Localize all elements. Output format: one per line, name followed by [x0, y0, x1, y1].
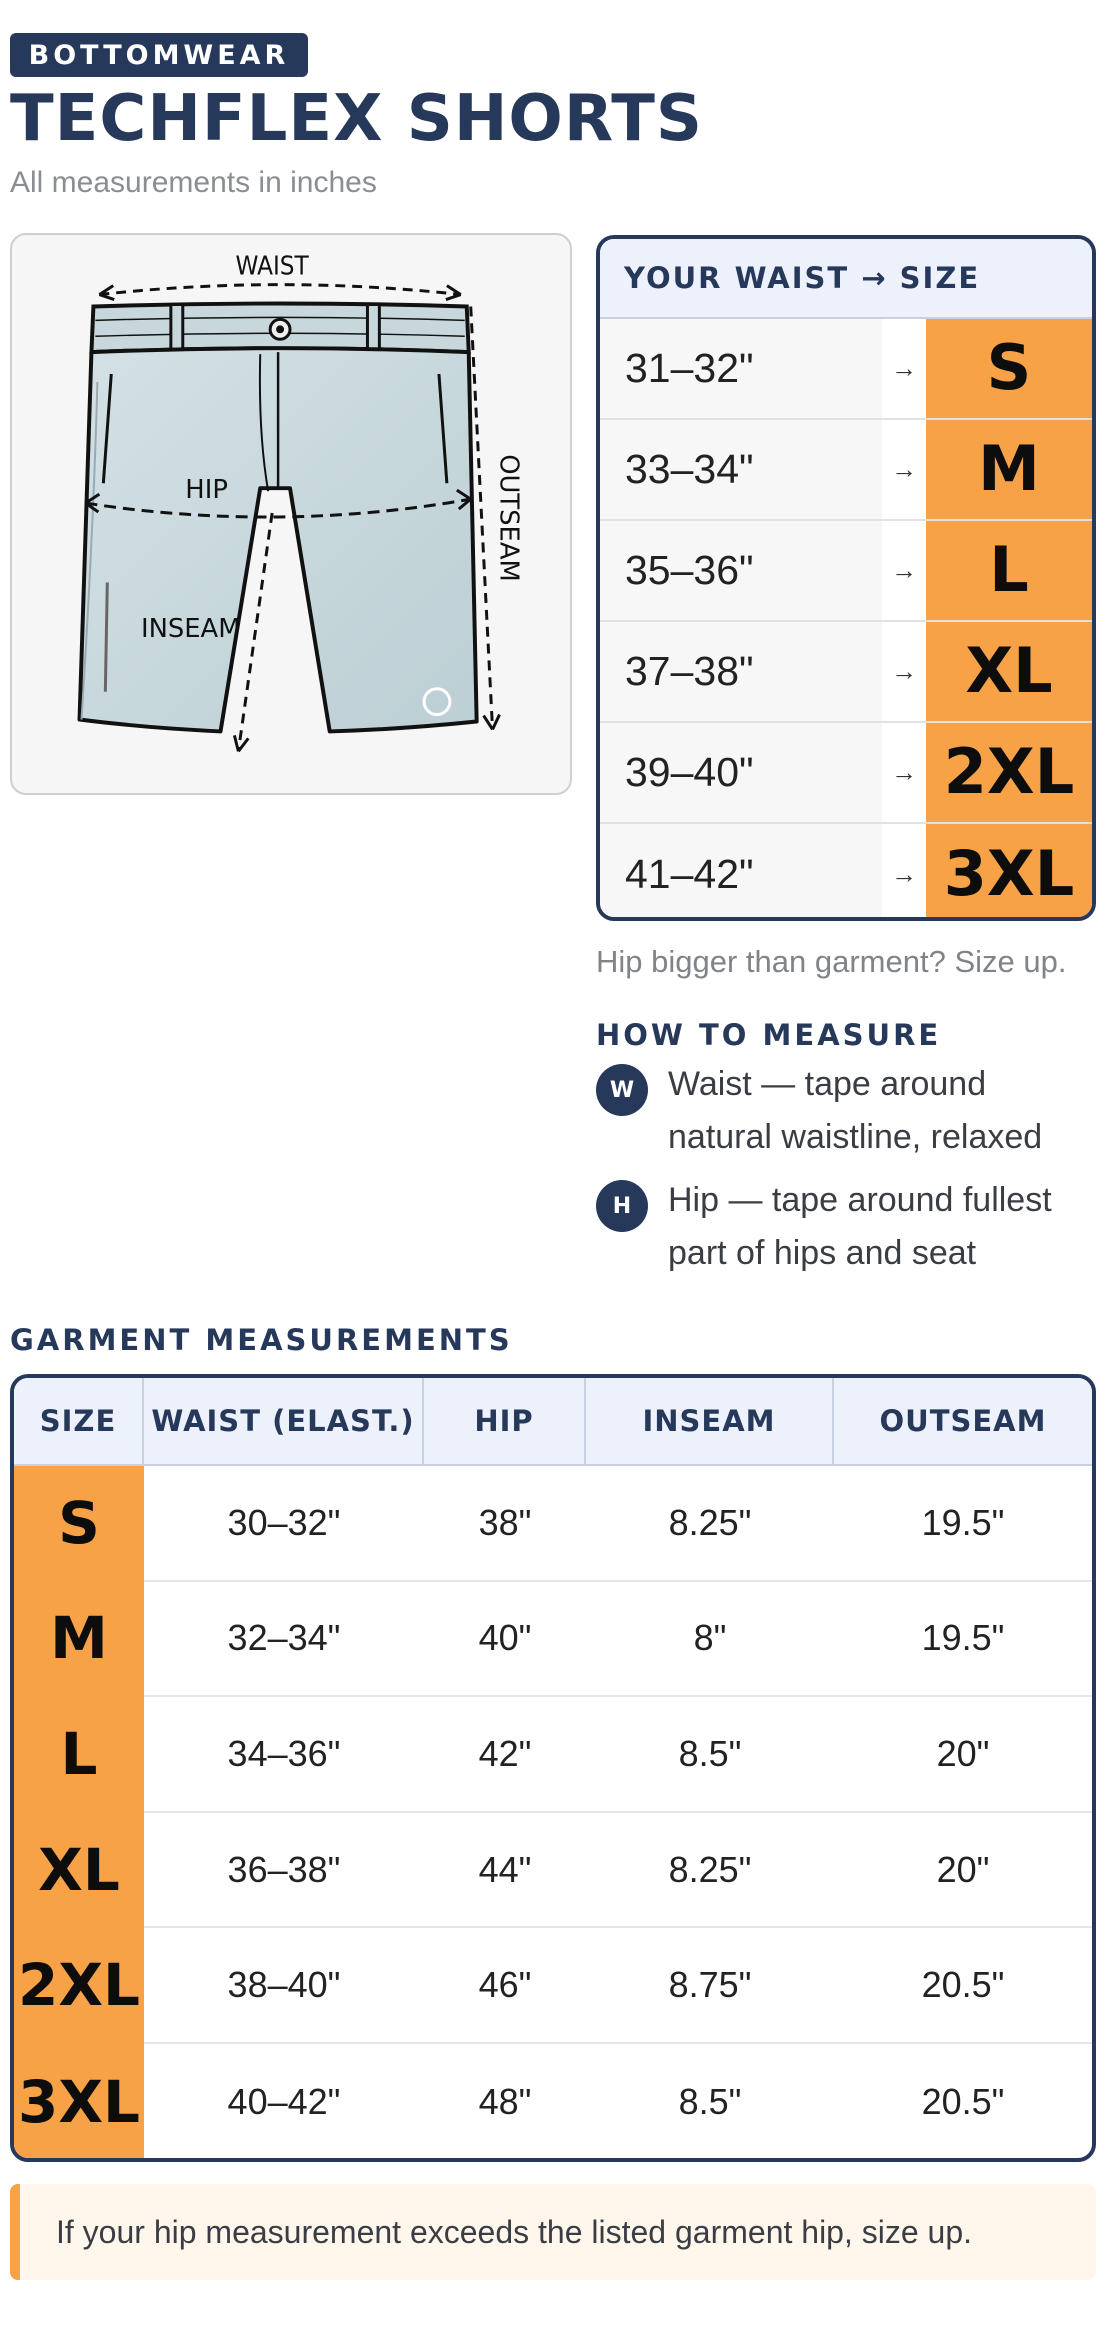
waist-range: 37–38"	[600, 622, 882, 721]
shorts-diagram	[10, 233, 572, 795]
page-title: TECHFLEX SHORTS	[10, 82, 703, 156]
inseam-cell: 8.75"	[668, 1964, 752, 2006]
inseam-cell: 8.25"	[668, 1501, 752, 1543]
waist-range: 41–42"	[600, 824, 882, 921]
arrow-icon: →	[891, 859, 917, 889]
waist-range: 31–32"	[600, 319, 882, 418]
waist-cell: 30–32"	[227, 1501, 341, 1543]
measure-step-waist	[596, 1058, 1096, 1164]
size-cell: XL	[14, 1813, 144, 1929]
outseam-cell: 20"	[936, 1732, 990, 1774]
lookup-row	[600, 521, 1092, 622]
column-header: OUTSEAM	[879, 1404, 1047, 1438]
hip-cell: 46"	[478, 1964, 532, 2006]
size-cell: S	[14, 1466, 144, 1582]
table-row	[14, 1582, 1092, 1698]
lookup-title: YOUR WAIST → SIZE	[600, 239, 1092, 319]
hip-label: HIP	[185, 475, 228, 506]
waist-cell: 32–34"	[227, 1617, 341, 1659]
garment-measurements-table	[10, 1374, 1096, 2162]
table-row	[14, 1928, 1092, 2044]
hip-cell: 48"	[478, 2080, 532, 2122]
inseam-cell: 8.5"	[678, 2080, 742, 2122]
outseam-cell: 19.5"	[921, 1617, 1005, 1659]
column-header: SIZE	[14, 1378, 144, 1464]
waist-range: 39–40"	[600, 723, 882, 822]
lookup-row	[600, 622, 1092, 723]
size-up-hint: Hip bigger than garment? Size up.	[596, 944, 1067, 979]
units-subtitle: All measurements in inches	[10, 166, 377, 199]
waist-cell: 36–38"	[227, 1848, 341, 1890]
size-value: 3XL	[926, 824, 1092, 921]
arrow-icon: →	[891, 353, 917, 383]
measure-step-hip	[596, 1174, 1096, 1280]
lookup-row	[600, 723, 1092, 824]
size-cell: 3XL	[14, 2044, 144, 2162]
hip-cell: 42"	[478, 1732, 532, 1774]
waist-range: 35–36"	[600, 521, 882, 620]
outseam-label: OUTSEAM	[493, 454, 524, 582]
lookup-row	[600, 420, 1092, 521]
shorts-illustration-icon	[12, 235, 570, 793]
lookup-row	[600, 824, 1092, 921]
waist-label: WAIST	[235, 251, 309, 282]
inseam-cell: 8.25"	[668, 1848, 752, 1890]
waist-cell: 34–36"	[227, 1732, 341, 1774]
outseam-cell: 20.5"	[921, 1964, 1005, 2006]
hip-cell: 44"	[478, 1848, 532, 1890]
size-up-note: If your hip measurement exceeds the listed garment hip, size up.	[10, 2184, 1096, 2280]
lookup-row	[600, 319, 1092, 420]
size-cell: 2XL	[14, 1928, 144, 2044]
inseam-cell: 8.5"	[678, 1732, 742, 1774]
size-value: 2XL	[926, 723, 1092, 822]
column-header: INSEAM	[586, 1378, 834, 1464]
hip-letter-icon: H	[596, 1180, 648, 1232]
inseam-cell: 8"	[693, 1617, 727, 1659]
hip-cell: 40"	[478, 1617, 532, 1659]
inseam-label: INSEAM	[140, 614, 241, 645]
waist-size-lookup	[596, 235, 1096, 921]
outseam-cell: 20.5"	[921, 2080, 1005, 2122]
waist-cell: 40–42"	[227, 2080, 341, 2122]
table-header	[14, 1378, 1092, 1466]
arrow-icon: →	[891, 555, 917, 585]
size-value: M	[926, 420, 1092, 519]
outseam-cell: 19.5"	[921, 1501, 1005, 1543]
category-badge: BOTTOMWEAR	[10, 33, 308, 77]
size-value: S	[926, 319, 1092, 418]
garment-measurements-title: GARMENT MEASUREMENTS	[10, 1323, 513, 1357]
step-text: Waist — tape around natural waistline, relaxed	[668, 1065, 1043, 1156]
table-row	[14, 2044, 1092, 2160]
size-value: L	[926, 521, 1092, 620]
waist-letter-icon: W	[596, 1064, 648, 1116]
arrow-icon: →	[891, 757, 917, 787]
size-cell: L	[14, 1697, 144, 1813]
table-row	[14, 1466, 1092, 1582]
size-value: XL	[926, 622, 1092, 721]
outseam-cell: 20"	[936, 1848, 990, 1890]
how-to-measure-title: HOW TO MEASURE	[596, 1018, 942, 1052]
waist-range: 33–34"	[600, 420, 882, 519]
column-header: HIP	[424, 1378, 586, 1464]
hip-cell: 38"	[478, 1501, 532, 1543]
column-header: WAIST (ELAST.)	[144, 1378, 424, 1464]
waist-cell: 38–40"	[227, 1964, 341, 2006]
arrow-icon: →	[891, 656, 917, 686]
step-text: Hip — tape around fullest part of hips and seat	[668, 1181, 1052, 1272]
table-row	[14, 1813, 1092, 1929]
arrow-icon: →	[891, 454, 917, 484]
size-cell: M	[14, 1582, 144, 1698]
table-row	[14, 1697, 1092, 1813]
